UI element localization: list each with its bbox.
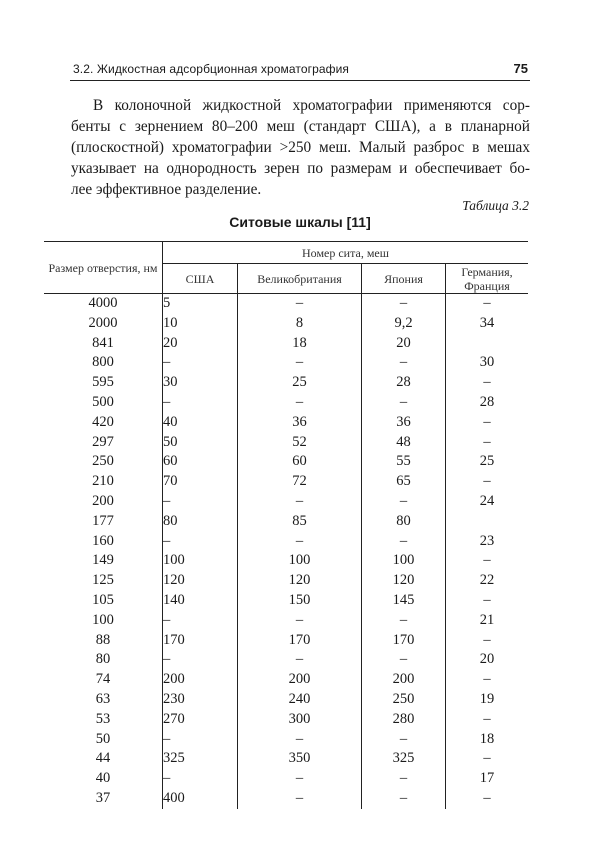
cell-germany-france bbox=[446, 334, 529, 354]
cell-usa: 100 bbox=[163, 551, 238, 571]
cell-size: 500 bbox=[44, 393, 163, 413]
cell-usa: 20 bbox=[163, 334, 238, 354]
cell-germany-france: 24 bbox=[479, 492, 495, 509]
cell-usa: 140 bbox=[163, 591, 238, 611]
cell-germany-france: 19 bbox=[479, 690, 495, 707]
table-row bbox=[44, 690, 528, 710]
table-row bbox=[44, 532, 528, 552]
cell-size: 250 bbox=[44, 452, 163, 472]
cell-japan: – bbox=[362, 769, 446, 789]
cell-size: 210 bbox=[44, 472, 163, 492]
table-row bbox=[44, 789, 528, 809]
table-row bbox=[44, 769, 528, 789]
table-row bbox=[44, 393, 528, 413]
page-number: 75 bbox=[513, 61, 528, 76]
cell-japan: – bbox=[362, 294, 446, 314]
cell-uk: 18 bbox=[238, 334, 362, 354]
cell-germany-france: – bbox=[483, 671, 491, 688]
cell-size: 4000 bbox=[44, 294, 163, 314]
cell-japan: – bbox=[362, 532, 446, 552]
cell-uk: – bbox=[238, 730, 362, 750]
cell-uk: 100 bbox=[238, 551, 362, 571]
table-row bbox=[44, 452, 528, 472]
table-row bbox=[44, 433, 528, 453]
cell-uk: – bbox=[238, 532, 362, 552]
cell-germany-france: – bbox=[483, 710, 491, 727]
cell-usa: 50 bbox=[163, 433, 238, 453]
cell-uk: – bbox=[238, 294, 362, 314]
cell-germany-france: 18 bbox=[479, 730, 495, 747]
table-row bbox=[44, 373, 528, 393]
cell-germany-france: – bbox=[483, 789, 491, 806]
table-row bbox=[44, 334, 528, 354]
column-header-germany-france: Германия, Франция bbox=[461, 264, 513, 293]
cell-size: 595 bbox=[44, 373, 163, 393]
cell-usa: 30 bbox=[163, 373, 238, 393]
cell-size: 297 bbox=[44, 433, 163, 453]
cell-japan: – bbox=[362, 393, 446, 413]
cell-uk: 72 bbox=[238, 472, 362, 492]
cell-germany-france: – bbox=[483, 631, 491, 648]
cell-japan: 120 bbox=[362, 571, 446, 591]
cell-japan: 9,2 bbox=[362, 314, 446, 334]
cell-germany-france: – bbox=[483, 473, 491, 490]
cell-uk: 200 bbox=[238, 670, 362, 690]
cell-germany-france: 20 bbox=[479, 651, 495, 668]
cell-germany-france: 23 bbox=[479, 532, 495, 549]
cell-usa: 40 bbox=[163, 413, 238, 433]
cell-usa: 200 bbox=[163, 670, 238, 690]
cell-germany-france: – bbox=[483, 413, 491, 430]
cell-size: 100 bbox=[44, 611, 163, 631]
cell-uk: – bbox=[238, 353, 362, 373]
body-paragraph bbox=[71, 95, 530, 200]
paragraph-line: В колоночной жидкостной хроматографии применяются сор- bbox=[93, 97, 530, 114]
cell-japan: – bbox=[362, 650, 446, 670]
table-row bbox=[44, 631, 528, 651]
cell-size: 40 bbox=[44, 769, 163, 789]
cell-uk: – bbox=[238, 789, 362, 809]
cell-uk: 240 bbox=[238, 690, 362, 710]
table-row bbox=[44, 670, 528, 690]
cell-japan: 145 bbox=[362, 591, 446, 611]
cell-size: 125 bbox=[44, 571, 163, 591]
cell-usa: – bbox=[163, 532, 238, 552]
cell-japan: – bbox=[362, 730, 446, 750]
table-row bbox=[44, 710, 528, 730]
cell-usa: 70 bbox=[163, 472, 238, 492]
cell-japan: 80 bbox=[362, 512, 446, 532]
cell-size: 200 bbox=[44, 492, 163, 512]
cell-japan: – bbox=[362, 789, 446, 809]
cell-size: 2000 bbox=[44, 314, 163, 334]
cell-germany-france: 25 bbox=[479, 453, 495, 470]
cell-size: 105 bbox=[44, 591, 163, 611]
cell-size: 420 bbox=[44, 413, 163, 433]
cell-germany-france: – bbox=[483, 750, 491, 767]
table-row bbox=[44, 314, 528, 334]
cell-germany-france bbox=[446, 512, 529, 532]
cell-japan: 280 bbox=[362, 710, 446, 730]
cell-uk: – bbox=[238, 650, 362, 670]
table-row bbox=[44, 512, 528, 532]
cell-germany-france: – bbox=[483, 591, 491, 608]
cell-usa: 60 bbox=[163, 452, 238, 472]
cell-germany-france: – bbox=[483, 433, 491, 450]
column-header-usa: США bbox=[163, 264, 238, 294]
cell-usa: 170 bbox=[163, 631, 238, 651]
cell-usa: 270 bbox=[163, 710, 238, 730]
paragraph-line: (плоскостной) хроматографии >250 меш. Малый разброс в мешах bbox=[71, 139, 530, 156]
cell-uk: 8 bbox=[238, 314, 362, 334]
table-row bbox=[44, 591, 528, 611]
paragraph-line: лее эффективное разделение. bbox=[71, 181, 262, 198]
cell-usa: 80 bbox=[163, 512, 238, 532]
cell-uk: – bbox=[238, 393, 362, 413]
cell-size: 800 bbox=[44, 353, 163, 373]
cell-size: 53 bbox=[44, 710, 163, 730]
column-header-uk: Великобритания bbox=[238, 264, 362, 294]
cell-usa: 120 bbox=[163, 571, 238, 591]
table-row bbox=[44, 472, 528, 492]
cell-usa: 325 bbox=[163, 749, 238, 769]
table-row bbox=[44, 730, 528, 750]
cell-uk: 25 bbox=[238, 373, 362, 393]
cell-japan: 325 bbox=[362, 749, 446, 769]
table-title: Ситовые шкалы [11] bbox=[229, 214, 371, 230]
cell-uk: 85 bbox=[238, 512, 362, 532]
cell-germany-france: 22 bbox=[479, 572, 495, 589]
cell-uk: – bbox=[238, 492, 362, 512]
cell-usa: – bbox=[163, 492, 238, 512]
cell-size: 74 bbox=[44, 670, 163, 690]
cell-size: 841 bbox=[44, 334, 163, 354]
cell-usa: – bbox=[163, 353, 238, 373]
table-row bbox=[44, 353, 528, 373]
cell-uk: 350 bbox=[238, 749, 362, 769]
table-row bbox=[44, 749, 528, 769]
cell-japan: – bbox=[362, 353, 446, 373]
cell-germany-france: 21 bbox=[479, 611, 495, 628]
cell-japan: 20 bbox=[362, 334, 446, 354]
cell-size: 149 bbox=[44, 551, 163, 571]
cell-uk: – bbox=[238, 611, 362, 631]
cell-size: 50 bbox=[44, 730, 163, 750]
cell-japan: 48 bbox=[362, 433, 446, 453]
header-group: Номер сита, меш bbox=[163, 242, 529, 264]
cell-size: 44 bbox=[44, 749, 163, 769]
table-row bbox=[44, 492, 528, 512]
cell-uk: 120 bbox=[238, 571, 362, 591]
cell-size: 177 bbox=[44, 512, 163, 532]
cell-japan: 55 bbox=[362, 452, 446, 472]
cell-germany-france: – bbox=[483, 295, 491, 311]
cell-uk: 60 bbox=[238, 452, 362, 472]
cell-usa: – bbox=[163, 730, 238, 750]
cell-usa: 10 bbox=[163, 314, 238, 334]
cell-germany-france: – bbox=[483, 552, 491, 569]
cell-japan: 100 bbox=[362, 551, 446, 571]
cell-uk: 300 bbox=[238, 710, 362, 730]
cell-usa: – bbox=[163, 650, 238, 670]
cell-japan: 36 bbox=[362, 413, 446, 433]
cell-size: 80 bbox=[44, 650, 163, 670]
cell-japan: – bbox=[362, 492, 446, 512]
cell-size: 63 bbox=[44, 690, 163, 710]
table-row bbox=[44, 551, 528, 571]
cell-germany-france: 30 bbox=[479, 354, 495, 371]
paragraph-line: бенты с зернением 80–200 меш (стандарт США), а в планарной bbox=[71, 118, 530, 135]
table-row bbox=[44, 611, 528, 631]
table-row bbox=[44, 650, 528, 670]
cell-size: 37 bbox=[44, 789, 163, 809]
cell-japan: 28 bbox=[362, 373, 446, 393]
table-row bbox=[44, 571, 528, 591]
cell-usa: – bbox=[163, 611, 238, 631]
cell-uk: – bbox=[238, 769, 362, 789]
header-size: Размер отверстия, нм bbox=[44, 242, 163, 294]
cell-usa: 400 bbox=[163, 789, 238, 809]
running-head bbox=[70, 62, 530, 81]
table-label: Таблица 3.2 bbox=[462, 198, 529, 213]
paragraph-line: указывает на однородность зерен по размерам и обеспечивает бо- bbox=[71, 160, 530, 177]
cell-japan: 200 bbox=[362, 670, 446, 690]
cell-japan: 250 bbox=[362, 690, 446, 710]
cell-size: 88 bbox=[44, 631, 163, 651]
cell-uk: 36 bbox=[238, 413, 362, 433]
column-header-japan: Япония bbox=[362, 264, 446, 294]
cell-uk: 150 bbox=[238, 591, 362, 611]
cell-size: 160 bbox=[44, 532, 163, 552]
sieve-scale-table bbox=[44, 241, 528, 809]
cell-uk: 170 bbox=[238, 631, 362, 651]
table-row bbox=[44, 413, 528, 433]
cell-germany-france: – bbox=[483, 374, 491, 391]
cell-usa: – bbox=[163, 393, 238, 413]
cell-usa: – bbox=[163, 769, 238, 789]
cell-japan: – bbox=[362, 611, 446, 631]
section-title: 3.2. Жидкостная адсорбционная хроматография bbox=[73, 62, 350, 76]
cell-germany-france: 28 bbox=[479, 393, 495, 410]
cell-japan: 65 bbox=[362, 472, 446, 492]
cell-germany-france: 34 bbox=[479, 314, 495, 331]
cell-usa: 230 bbox=[163, 690, 238, 710]
cell-japan: 170 bbox=[362, 631, 446, 651]
cell-usa: 5 bbox=[163, 294, 238, 314]
cell-uk: 52 bbox=[238, 433, 362, 453]
table-body bbox=[44, 294, 528, 809]
cell-germany-france: 17 bbox=[479, 770, 495, 787]
table-row bbox=[44, 294, 528, 314]
